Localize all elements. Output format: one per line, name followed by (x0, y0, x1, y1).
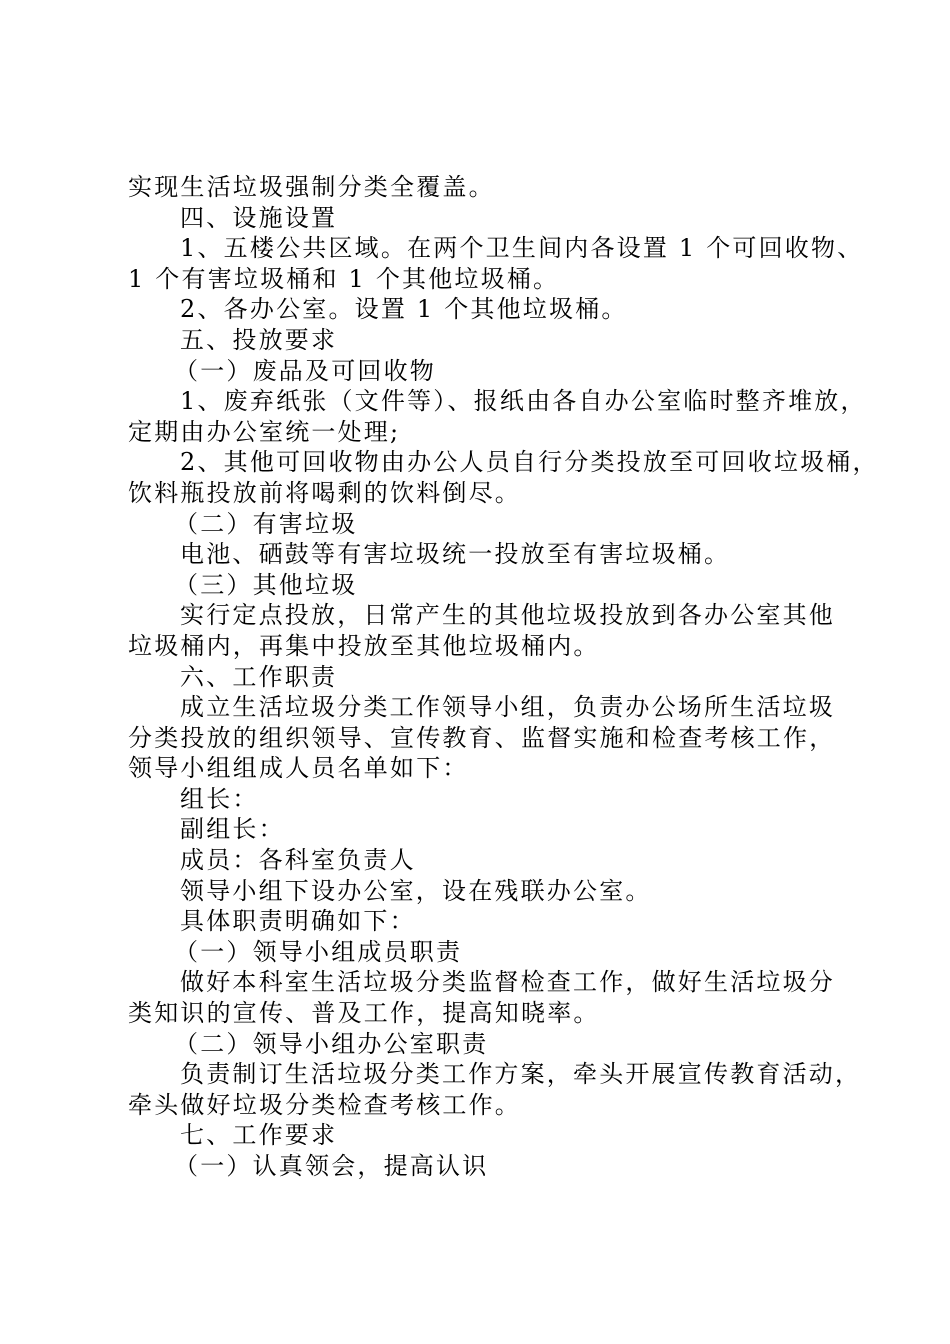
text-line: （二）有害垃圾 (174, 509, 358, 538)
text-line: 1 个有害垃圾桶和 1 个其他垃圾桶。 (128, 264, 560, 293)
text-line: 领导小组组成人员名单如下： (128, 754, 469, 783)
text-line: 垃圾桶内，再集中投放至其他垃圾桶内。 (128, 631, 600, 660)
text-line: 六、工作职责 (180, 662, 338, 691)
text-line: （一）领导小组成员职责 (174, 937, 463, 966)
text-line: 副组长： (180, 815, 285, 844)
text-line: 实行定点投放，日常产生的其他垃圾投放到各办公室其他 (180, 601, 835, 630)
document-body (128, 172, 879, 1182)
text-line: 类知识的宣传、普及工作，提高知晓率。 (128, 999, 600, 1028)
text-line: 负责制订生活垃圾分类工作方案，牵头开展宣传教育活动， (180, 1060, 862, 1089)
text-line: 牵头做好垃圾分类检查考核工作。 (128, 1090, 521, 1119)
text-line: 做好本科室生活垃圾分类监督检查工作，做好生活垃圾分 (180, 968, 835, 997)
text-line: 具体职责明确如下： (180, 907, 416, 936)
text-line: 电池、硒鼓等有害垃圾统一投放至有害垃圾桶。 (180, 540, 731, 569)
text-line: 四、设施设置 (180, 203, 338, 232)
text-line: 七、工作要求 (180, 1121, 338, 1150)
text-line: 五、投放要求 (180, 325, 338, 354)
text-line: 组长： (180, 784, 259, 813)
text-line: 定期由办公室统一处理; (128, 417, 401, 446)
text-line: 1、五楼公共区域。在两个卫生间内各设置 1 个可回收物、 (180, 234, 864, 263)
text-line: 饮料瓶投放前将喝剩的饮料倒尽。 (128, 478, 521, 507)
text-line: 2、各办公室。设置 1 个其他垃圾桶。 (180, 295, 628, 324)
text-line: 分类投放的组织领导、宣传教育、监督实施和检查考核工作， (128, 723, 836, 752)
text-line: 成立生活垃圾分类工作领导小组，负责办公场所生活垃圾 (180, 693, 835, 722)
text-line: 成员：各科室负责人 (180, 846, 416, 875)
text-line: （一）废品及可回收物 (174, 356, 436, 385)
text-line: （一）认真领会，提高认识 (174, 1152, 489, 1180)
text-line: 1、废弃纸张（文件等）、报纸由各自办公室临时整齐堆放， (180, 387, 867, 416)
text-line: 2、其他可回收物由办公人员自行分类投放至可回收垃圾桶， (180, 448, 879, 477)
text-line: 实现生活垃圾强制分类全覆盖。 (128, 173, 495, 201)
text-line: （三）其他垃圾 (174, 570, 358, 599)
text-line: 领导小组下设办公室，设在残联办公室。 (180, 876, 652, 905)
text-line: （二）领导小组办公室职责 (174, 1029, 489, 1058)
